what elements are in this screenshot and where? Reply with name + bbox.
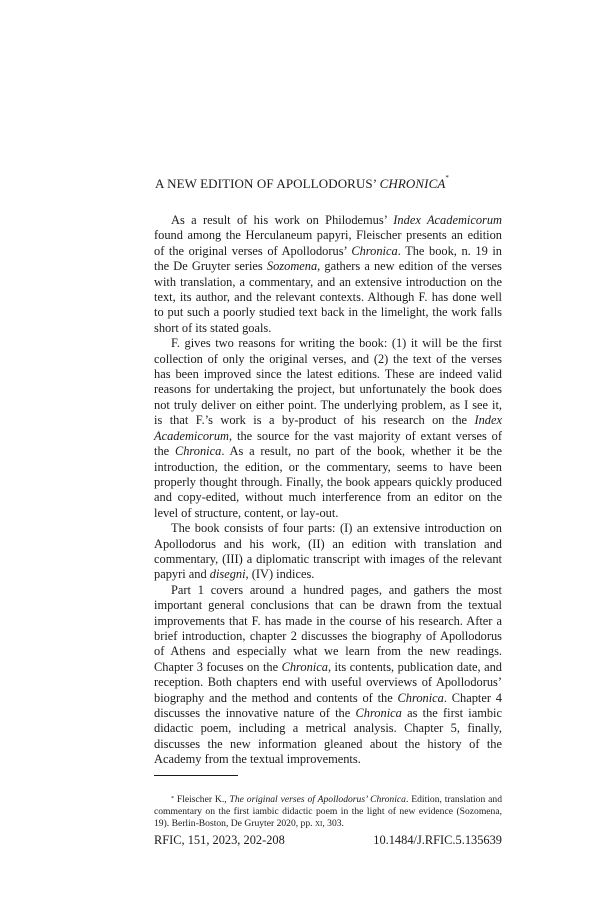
footnote-text: . Edition, translation and commentary on the first iambic didactic poem in the light of new evidence (Sozomena, 19). Berlin-Boston, De Gruyter 2020, pp. [154, 794, 502, 830]
paragraph-italic-text: Sozomena [266, 259, 318, 274]
paragraph-text: found among the Herculaneum papyri, Fleischer presents an edition of the original verses of Apollodorus’ [154, 228, 502, 258]
footnote-text: , 303. [322, 818, 344, 830]
doi: 10.1484/J.RFIC.5.135639 [373, 833, 502, 847]
paragraph-text: . Chapter 4 discusses the innovative nature of the [154, 690, 502, 720]
paragraph-text: , gathers a new edition of the verses with translation, a commentary, and an extensive introduction on the text, its author, and the relevant contexts. Although F. has done well to put such a poorly studied text back in the limelight, the work falls short of its stated goals. [154, 259, 502, 335]
paragraph-text: As a result of his work on Philodemus’ [171, 213, 394, 227]
paragraph-text: . As a result, no part of the book, whether it be the introduction, the edition, or the commentary, seems to have been properly thought through. Finally, the book appears quickly produced and copy-edited, without much interference from an editor on the level of structure, content, or lay-out. [154, 444, 502, 520]
footnote-separator [154, 775, 238, 776]
footnote-text: Fleischer K., [174, 794, 230, 805]
footnote-text [154, 794, 502, 831]
footnote [154, 794, 502, 831]
footnote-mark: * [171, 796, 174, 802]
paragraph-text: . The book, n. 19 in the De Gruyter series [154, 243, 502, 274]
body-text [154, 213, 502, 768]
paragraph-text: The book consists of four parts: (I) an extensive introduction on Apollodorus and his work, (II) an edition with translation and commentary, (III) a diplomatic transcript with images of the relevant papyri and [154, 521, 502, 582]
paragraph-italic-text: Chronica [174, 444, 222, 459]
paragraph-text: , its contents, publication date, and reception. Both chapters end with useful overviews of Apollodorus’ biography and the method and contents of the [154, 659, 502, 705]
footnote-body [154, 794, 502, 829]
paragraph-italic-text: Index Academicorum [154, 413, 502, 443]
footnote-text: xi [314, 818, 323, 830]
paragraph-text: F. gives two reasons for writing the book: (1) it will be the first collection of only the original verses, and (2) the text of the verses has been improved since the latest editions. These are indeed valid reasons for undertaking the project, but unfortunately the book does not truly deliver on either point. The underlying problem, as I see it, is that F.’s work is a by-product of his research on the [154, 336, 502, 428]
paragraph-italic-text: Chronica [397, 690, 444, 705]
journal-citation: RFIC, 151, 2023, 202-208 [154, 833, 285, 847]
footnote-italic-text: The original verses of Apollodorus’ Chronica [229, 794, 406, 805]
article-title [0, 176, 604, 192]
paragraph [154, 213, 502, 336]
paragraph-italic-text: Chronica [355, 706, 402, 720]
paragraph-italic-text: Chronica [351, 243, 398, 258]
paragraph-text: , the source for the vast majority of extant verses of the [154, 428, 502, 459]
paragraph [154, 583, 502, 768]
paragraph-italic-text: Index Academicorum [393, 213, 502, 227]
paragraph-italic-text: Chronica [281, 659, 328, 674]
paragraph-text: Part 1 covers around a hundred pages, and gathers the most important general conclusions that can be drawn from the textual improvements that F. has made in the course of his research. After a brief introduction, chapter 2 discusses the biography of Apollodorus of Athens and especially what we learn from the new readings. Chapter 3 focuses on the [154, 582, 502, 674]
paragraph-text: as the first iambic didactic poem, including a metrical analysis. Chapter 5, finally, discusses the new information gleaned about the history of the Academy from the textual improvements. [154, 706, 502, 767]
title-italic: CHRONICA [379, 176, 446, 191]
title-main: A NEW EDITION OF APOLLODORUS’ [154, 176, 377, 191]
title-footnote-mark: * [445, 174, 450, 182]
paragraph-text: , (IV) indices. [245, 567, 315, 582]
paragraph [154, 336, 502, 521]
paragraph-italic-text: disegni [209, 567, 246, 582]
paragraph [154, 521, 502, 583]
